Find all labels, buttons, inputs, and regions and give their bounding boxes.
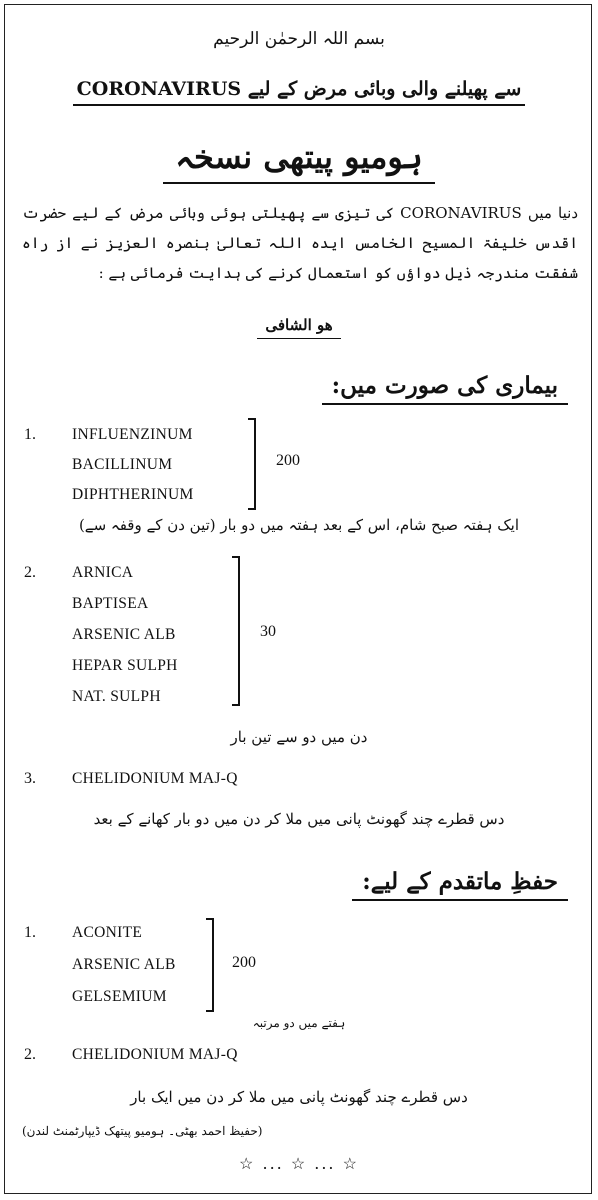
remedy-item: HEPAR SULPH	[72, 657, 178, 674]
group-number: 2.	[24, 564, 36, 581]
intro-paragraph: دنیا میں CORONAVIRUS کی تیزی سے پھیلتی ہوئی وبائی مرض کے لیے حضرت اقدس خلیفۃ المسیح الخامس ایدہ اللہ تعالیٰ بنصرہ العزیز نے از راہ شفقت مندرجہ ذیل دواؤں کو استعمال کرنے کی ہدایت فرمائی ہے :	[22, 204, 579, 282]
remedy-item: ARNICA	[72, 564, 134, 581]
group-number: 1.	[24, 924, 36, 941]
remedy-item: CHELIDONIUM MAJ-Q	[72, 770, 238, 787]
prescription-title	[0, 138, 598, 184]
hoshafi-heading	[0, 316, 598, 339]
group-number: 3.	[24, 770, 36, 787]
prescription-title-text: ہومیو پیتھی نسخہ	[163, 138, 434, 184]
hoshafi-text: ھو الشافی	[257, 316, 340, 339]
dosage-instruction: دن میں دو سے تین بار	[230, 728, 368, 746]
group-number: 2.	[24, 1046, 36, 1063]
bismillah: بسم اللہ الرحمٰن الرحیم	[213, 29, 385, 49]
dosage-instruction: دس قطرے چند گھونٹ پانی میں ملا کر دن میں دو بار کھانے کے بعد	[93, 810, 505, 828]
star-divider: ☆ ... ☆ ... ☆	[239, 1154, 359, 1173]
remedy-item: GELSEMIUM	[72, 988, 167, 1005]
section-prevention-title	[352, 868, 568, 901]
remedy-item: DIPHTHERINUM	[72, 486, 194, 503]
section-prevention-title-text: حفظِ ماتقدم کے لیے:	[352, 868, 568, 901]
dosage-instruction: دس قطرے چند گھونٹ پانی میں ملا کر دن میں ایک بار	[130, 1088, 468, 1106]
group-number: 1.	[24, 426, 36, 443]
remedy-item: CHELIDONIUM MAJ-Q	[72, 1046, 238, 1063]
main-heading	[0, 78, 598, 106]
remedy-item: BAPTISEA	[72, 595, 149, 612]
group-bracket	[232, 556, 240, 706]
remedy-item: INFLUENZINUM	[72, 426, 193, 443]
group-bracket	[248, 418, 256, 510]
potency-label: 200	[232, 954, 256, 971]
dosage-instruction: ہفتے میں دو مرتبہ	[252, 1016, 346, 1030]
group-bracket	[206, 918, 214, 1012]
main-heading-text: CORONAVIRUS سے پھیلنے والی وبائی مرض کے لیے	[73, 78, 526, 106]
author-credit: (حفیظ احمد بھٹی۔ ہومیو پیتھک ڈیپارٹمنٹ لندن)	[22, 1124, 263, 1138]
dosage-instruction: ایک ہفتہ صبح شام، اس کے بعد ہفتہ میں دو بار (تین دن کے وقفہ سے)	[78, 516, 520, 534]
remedy-item: NAT. SULPH	[72, 688, 161, 705]
section-illness-title-text: بیماری کی صورت میں:	[322, 372, 568, 405]
potency-label: 200	[276, 452, 300, 469]
remedy-item: BACILLINUM	[72, 456, 173, 473]
section-illness-title	[322, 372, 568, 405]
potency-label: 30	[260, 623, 276, 640]
remedy-item: ACONITE	[72, 924, 143, 941]
remedy-item: ARSENIC ALB	[72, 626, 176, 643]
remedy-item: ARSENIC ALB	[72, 956, 176, 973]
